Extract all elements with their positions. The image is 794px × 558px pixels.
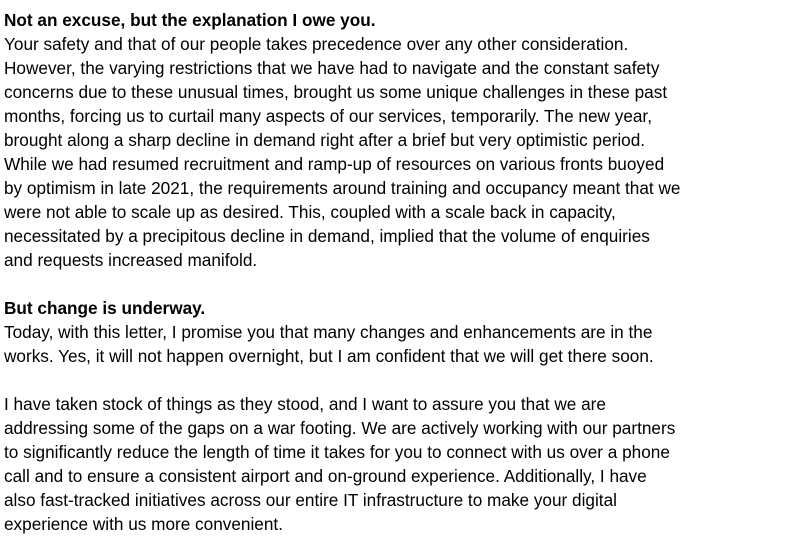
paragraph-explanation: Your safety and that of our people takes precedence over any other consideration. However, the varying restrictions that we have had to navigate and the constant safety concerns due to these unusual times, brought us some unique challenges in these past months, forcing us to curtail many aspects of our services, temporarily. The new year, brought along a sharp decline in demand right after a brief but very optimistic period. While we had resumed recruitment and ramp-up of resources on various fronts buoyed by optimism in late 2021, the requirements around training and occupancy meant that we were not able to scale up as desired. This, coupled with a scale back in capacity, necessitated by a precipitous decline in demand, implied that the volume of enquiries and requests increased manifold. bbox=[4, 34, 681, 270]
section-heading-explanation: Not an excuse, but the explanation I owe you. bbox=[4, 10, 376, 30]
paragraph-promise: Today, with this letter, I promise you that many changes and enhancements are in the works. Yes, it will not happen overnight, but I am confident that we will get there soon. bbox=[4, 322, 654, 366]
letter-body bbox=[4, 8, 790, 536]
paragraph-spacer bbox=[4, 368, 790, 392]
paragraph-actions: I have taken stock of things as they stood, and I want to assure you that we are addressing some of the gaps on a war footing. We are actively working with our partners to significantly reduce the length of time it takes for you to connect with us over a phone call and to ensure a consistent airport and on-ground experience. Additionally, I have also fast-tracked initiatives across our entire IT infrastructure to make your digital experience with us more convenient. bbox=[4, 394, 676, 534]
paragraph-spacer bbox=[4, 272, 790, 296]
section-heading-change: But change is underway. bbox=[4, 298, 206, 318]
